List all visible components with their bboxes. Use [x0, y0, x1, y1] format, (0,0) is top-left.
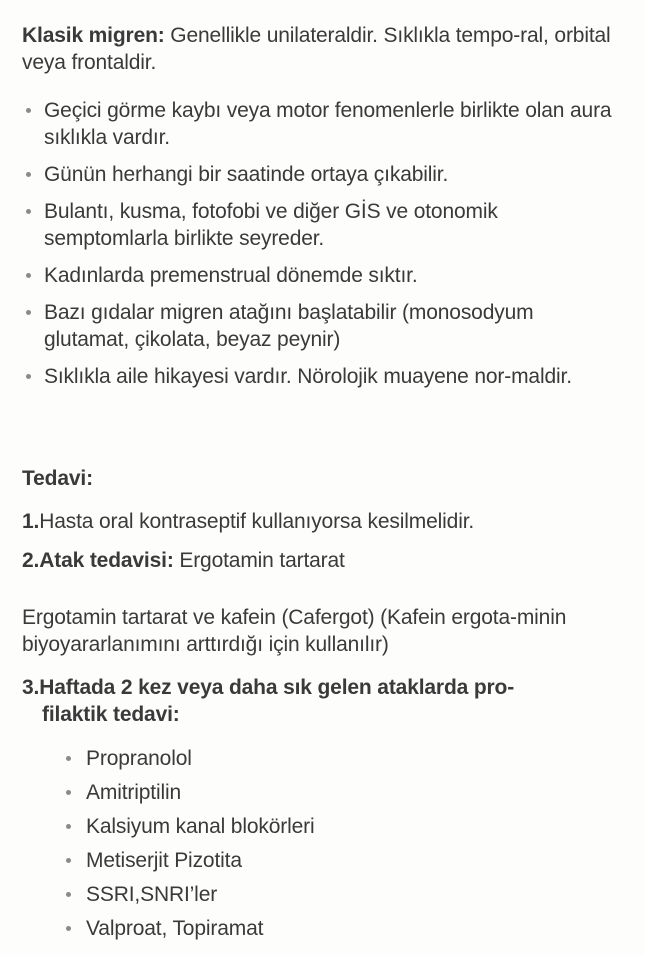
intro-lead: Klasik migren:: [22, 24, 165, 47]
list-item: Valproat, Topiramat: [62, 915, 562, 942]
treatment-item-2: [22, 547, 622, 574]
item-number: 2.: [22, 549, 40, 572]
treatment-heading: Tedavi:: [22, 467, 93, 490]
item-lead: Atak tedavisi:: [39, 549, 174, 572]
list-item: Bulantı, kusma, fotofobi ve diğer GİS ve otonomik semptomlarla birlikte seyreder.: [22, 198, 622, 252]
list-item: Kadınlarda premenstrual dönemde sıktır.: [22, 262, 622, 289]
list-item: Metiserjit Pizotita: [62, 847, 562, 874]
item-text: Ergotamin tartarat: [173, 549, 345, 572]
list-item: Geçici görme kaybı veya motor fenomenlerle birlikte olan aura sıklıkla vardır.: [22, 97, 622, 151]
list-item: Kalsiyum kanal blokörleri: [62, 813, 562, 840]
prophylaxis-bullet-list: [62, 745, 562, 949]
item-number: 1.: [22, 510, 40, 533]
list-item: Sıklıkla aile hikayesi vardır. Nörolojik muayene nor-maldir.: [22, 363, 622, 390]
list-item: SSRI,SNRI’ler: [62, 881, 562, 908]
list-item: Günün herhangi bir saatinde ortaya çıkabilir.: [22, 161, 622, 188]
item-text: Hasta oral kontraseptif kullanıyorsa kesilmelidir.: [39, 510, 475, 533]
treatment-item-3: [22, 674, 622, 728]
main-bullet-list: [22, 97, 622, 400]
item-text-line2: filaktik tedavi:: [42, 703, 180, 726]
item-text-line1: Haftada 2 kez veya daha sık gelen ataklarda pro-: [39, 676, 515, 699]
intro-paragraph: [22, 22, 622, 76]
treatment-item-1: [22, 508, 622, 535]
intro-text: Genellikle unilateraldir. Sıklıkla tempo-ral, orbital veya frontaldir.: [22, 24, 611, 74]
cafergot-paragraph: Ergotamin tartarat ve kafein (Cafergot) (Kafein ergota-minin biyoyararlanımını arttırdığı için kullanılır): [22, 606, 567, 656]
list-item: Amitriptilin: [62, 779, 562, 806]
item-number: 3.: [22, 676, 40, 699]
list-item: Bazı gıdalar migren atağını başlatabilir (monosodyum glutamat, çikolata, beyaz peynir): [22, 299, 622, 353]
list-item: Propranolol: [62, 745, 562, 772]
